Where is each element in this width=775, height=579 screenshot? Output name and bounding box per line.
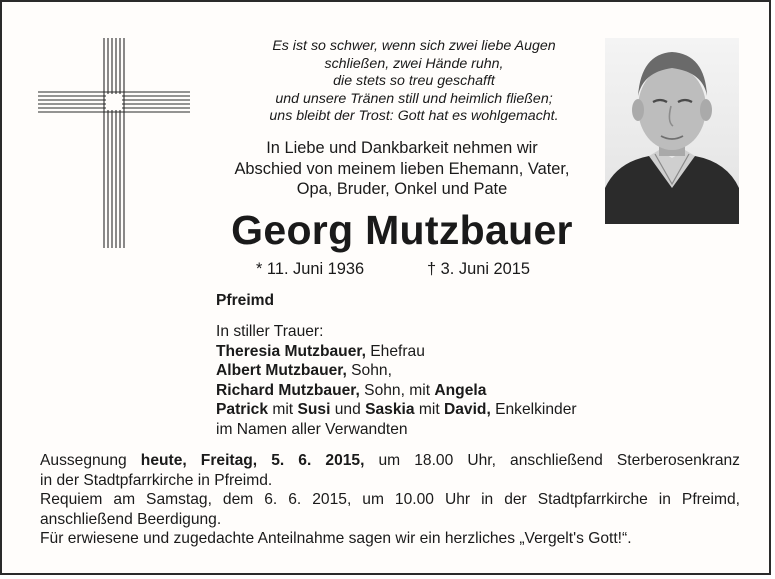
intro-line: Opa, Bruder, Onkel und Pate	[296, 180, 508, 198]
mourner-relation: Sohn, mit	[359, 381, 435, 399]
death-date: † 3. Juni 2015	[427, 260, 530, 278]
mourner-name: Patrick	[216, 401, 269, 419]
mourner-name: Susi	[297, 401, 331, 419]
list-item	[216, 361, 577, 381]
poem-line: die stets so treu geschafft	[333, 73, 495, 90]
connector-text: und	[330, 401, 366, 419]
intro-line: In Liebe und Dankbarkeit nehmen wir	[266, 139, 538, 157]
list-item	[216, 400, 577, 420]
poem-line: schließen, zwei Hände ruhn,	[324, 55, 504, 72]
info-date-highlight: heute, Freitag, 5. 6. 2015,	[140, 452, 365, 469]
portrait-illustration	[605, 38, 739, 224]
mourner-name: Albert Mutzbauer,	[216, 362, 347, 380]
list-item	[216, 342, 577, 362]
mourners-heading: In stiller Trauer:	[216, 323, 324, 340]
service-info	[40, 451, 740, 549]
list-item	[216, 381, 577, 401]
connector-text: mit	[268, 401, 298, 419]
deceased-name: Georg Mutzbauer	[231, 207, 573, 253]
mourner-relation: Ehefrau	[365, 342, 425, 360]
intro-line: Abschied von meinem lieben Ehemann, Vater,	[234, 159, 570, 178]
poem-line: Es ist so schwer, wenn sich zwei liebe Augen	[272, 38, 556, 54]
poem-line: und unsere Tränen still und heimlich fließen;	[275, 90, 553, 107]
mourner-relation: Enkelkinder	[490, 401, 577, 419]
portrait-photo	[605, 38, 739, 224]
connector-text: mit	[414, 401, 444, 419]
mourner-name: Theresia Mutzbauer,	[216, 342, 366, 360]
birth-date: * 11. Juni 1936	[256, 260, 365, 278]
mourner-name: Saskia	[365, 401, 415, 419]
poem	[224, 38, 604, 126]
mourners-list	[216, 322, 577, 440]
hometown: Pfreimd	[216, 292, 275, 309]
mourner-relation: Sohn,	[346, 362, 392, 380]
cross-icon	[38, 38, 190, 248]
poem-line: uns bleibt der Trost: Gott hat es wohlgemacht.	[269, 108, 559, 125]
info-line	[40, 451, 740, 471]
list-item: im Namen aller Verwandten	[216, 420, 408, 438]
info-text: Aussegnung	[40, 452, 141, 469]
info-line: in der Stadtpfarrkirche in Pfreimd.	[40, 471, 273, 489]
mourner-name: David,	[443, 401, 491, 419]
info-line: Für erwiesene und zugedachte Anteilnahme sagen wir ein herzliches „Vergelt's Gott!“.	[40, 530, 632, 547]
mourner-name: Richard Mutzbauer,	[216, 381, 360, 399]
info-line: anschließend Beerdigung.	[40, 510, 222, 528]
mourner-name: Angela	[434, 381, 487, 399]
intro-text	[202, 138, 602, 200]
info-line: Requiem am Samstag, dem 6. 6. 2015, um 10.00 Uhr in der Stadtpfarrkirche in Pfreimd,	[40, 491, 740, 508]
info-text: um 18.00 Uhr, anschließend Sterberosenkranz	[364, 452, 740, 469]
